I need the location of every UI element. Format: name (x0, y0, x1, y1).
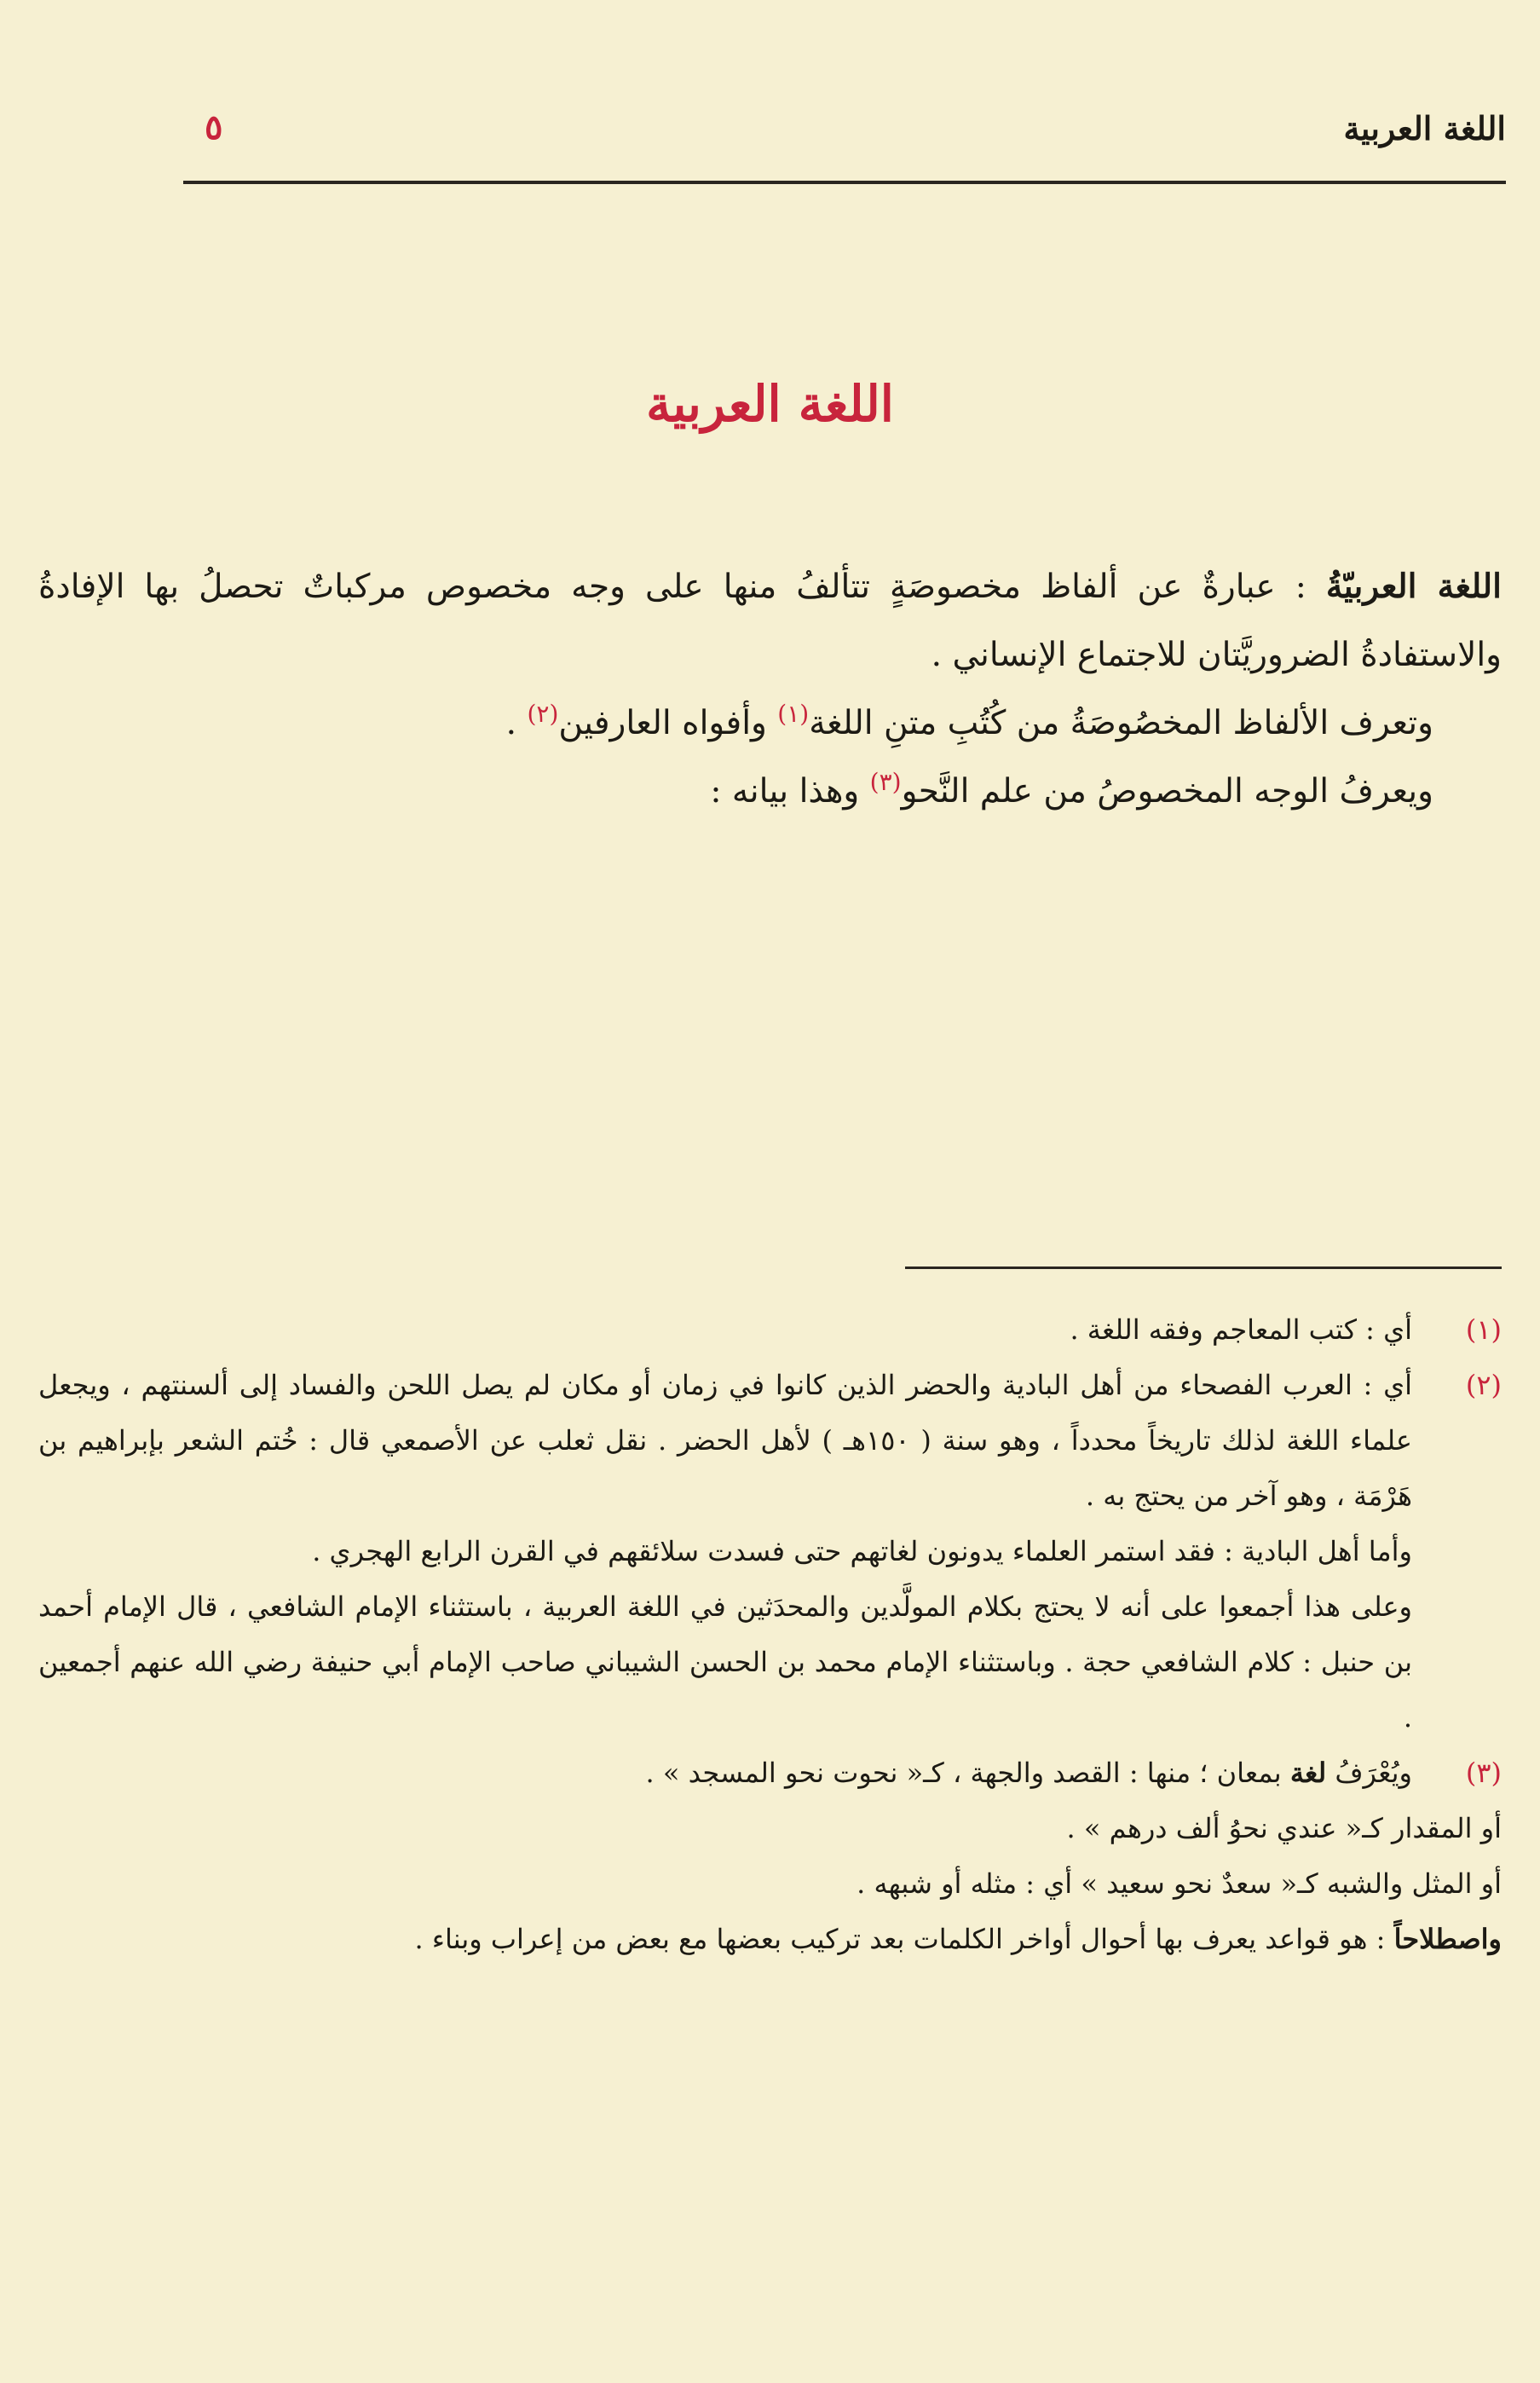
footnote-number: (٢) (1465, 1369, 1502, 1401)
paragraph-2-text-c: . (505, 704, 528, 742)
definition-text: : عبارةٌ عن ألفاظ مخصوصَةٍ تتألفُ منها على وجه مخصوص مركباتٌ تحصلُ بها الإفادةُ والاستفادةُ الضروريَّتان للاجتماع الإنساني . (38, 568, 1502, 674)
footnote-text: أي : كتب المعاجم وفقه اللغة . (1070, 1313, 1412, 1346)
footnote-text-part: بمعان ؛ منها : القصد والجهة ، كـ« نحوت نحو المسجد » . (645, 1757, 1290, 1789)
paragraph-2-text-b: وأفواه العارفين (558, 704, 778, 742)
paragraph-3-text-a: ويعرفُ الوجه المخصوصُ من علم النَّحو (901, 772, 1433, 811)
footnote-text (38, 1745, 1412, 1801)
paragraph-2-text-a: وتعرف الألفاظ المخصُوصَةُ من كُتُبِ متنِ اللغة (809, 704, 1433, 742)
footnote-ref-1[interactable]: (١) (777, 700, 810, 728)
footnote-1 (38, 1302, 1502, 1358)
footnote-text: أو المثل والشبه كـ« سعدٌ نحو سعيد » أي : مثله أو شبهه . (857, 1867, 1502, 1900)
footnote-text-part: : هو قواعد يعرف بها أحوال أواخر الكلمات بعد تركيب بعضها مع بعض من إعراب وبناء . (414, 1923, 1394, 1955)
footnote-term: واصطلاحاً (1393, 1923, 1502, 1955)
paragraph-2 (38, 690, 1502, 758)
footnote-ref-2[interactable]: (٢) (527, 700, 559, 728)
footnote-number: (٣) (1465, 1757, 1502, 1789)
footnote-text (38, 1912, 1502, 1967)
running-header-title: اللغة العربية (1343, 109, 1506, 147)
footnote-separator (905, 1267, 1502, 1269)
footnote-body (38, 1358, 1412, 1745)
main-text (38, 552, 1502, 826)
footnote-text: أو المقدار كـ« عندي نحوُ ألف درهم » . (1066, 1812, 1502, 1844)
header-rule (183, 181, 1506, 184)
footnote-ref-3[interactable]: (٣) (869, 768, 902, 796)
page-number: ٥ (205, 107, 223, 147)
footnote-body (38, 1302, 1412, 1358)
defined-term: اللغة العربيّةُ (1325, 567, 1502, 606)
chapter-title: اللغة العربية (646, 375, 894, 433)
paragraph-3 (38, 758, 1502, 826)
footnote-text-part: ويُعْرَفُ (1326, 1757, 1412, 1789)
footnote-body (38, 1745, 1412, 1801)
footnote-2 (38, 1358, 1502, 1745)
footnote-term: لغة (1289, 1757, 1327, 1789)
definition-paragraph (38, 552, 1502, 690)
footnotes (38, 1302, 1502, 1967)
footnote-text: أي : العرب الفصحاء من أهل البادية والحضر الذين كانوا في زمان أو مكان لم يصل اللحن والفساد إلى ألسنتهم ، ويجعل علماء اللغة لذلك تاريخاً محدداً ، وهو سنة ( ١٥٠هـ ) لأهل الحضر . نقل ثعلب عن الأصمعي قال : خُتم الشعر بإبراهيم بن هَرْمَة ، وهو آخر من يحتج به . (38, 1369, 1413, 1512)
footnote-text: وأما أهل البادية : فقد استمر العلماء يدونون لغاتهم حتى فسدت سلائقهم في القرن الرابع الهجري . (312, 1535, 1412, 1567)
footnote-text: وعلى هذا أجمعوا على أنه لا يحتج بكلام المولَّدين والمحدَثين في اللغة العربية ، باستثناء الإمام الشافعي ، قال الإمام أحمد بن حنبل : كلام الشافعي حجة . وباستثناء الإمام محمد بن الحسن الشيباني صاحب الإمام أبي حنيفة رضي الله عنهم أجمعين . (38, 1590, 1413, 1734)
footnote-3 (38, 1745, 1502, 1801)
paragraph-3-text-b: وهذا بيانه : (710, 772, 870, 811)
footnote-number: (١) (1465, 1313, 1502, 1346)
footnote-3-continuation (38, 1801, 1502, 1967)
